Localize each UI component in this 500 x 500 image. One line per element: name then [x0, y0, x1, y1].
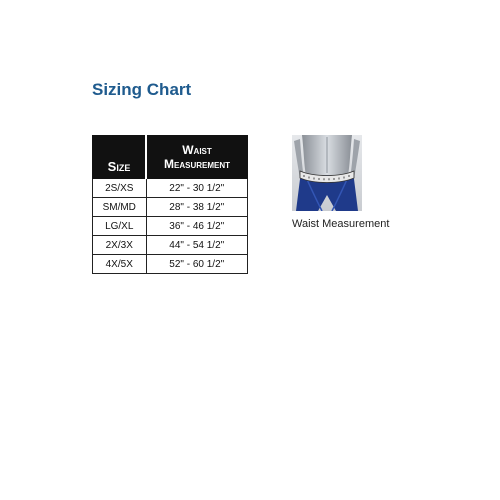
header-size: Size — [93, 136, 147, 179]
table-row — [93, 198, 248, 217]
cell-size: LG/XL — [93, 217, 147, 236]
waist-figure-illustration — [292, 135, 362, 211]
table-row — [93, 179, 248, 198]
cell-waist: 28" - 38 1/2" — [146, 198, 248, 217]
cell-waist: 22" - 30 1/2" — [146, 179, 248, 198]
cell-waist: 52" - 60 1/2" — [146, 255, 248, 274]
table-row — [93, 255, 248, 274]
header-waist-measurement — [146, 136, 248, 179]
table-header-row — [93, 136, 248, 179]
cell-waist: 44" - 54 1/2" — [146, 236, 248, 255]
table-row — [93, 217, 248, 236]
page-title: Sizing Chart — [92, 80, 192, 99]
cell-waist: 36" - 46 1/2" — [146, 217, 248, 236]
cell-size: SM/MD — [93, 198, 147, 217]
table-row — [93, 236, 248, 255]
cell-size: 2X/3X — [93, 236, 147, 255]
header-waist-line1: Waist — [182, 143, 212, 157]
figure-caption: Waist Measurement — [292, 218, 390, 230]
cell-size: 2S/XS — [93, 179, 147, 198]
sizing-table — [92, 135, 248, 274]
waist-measurement-icon — [292, 135, 362, 211]
cell-size: 4X/5X — [93, 255, 147, 274]
header-waist-line2: Measurement — [164, 157, 230, 171]
